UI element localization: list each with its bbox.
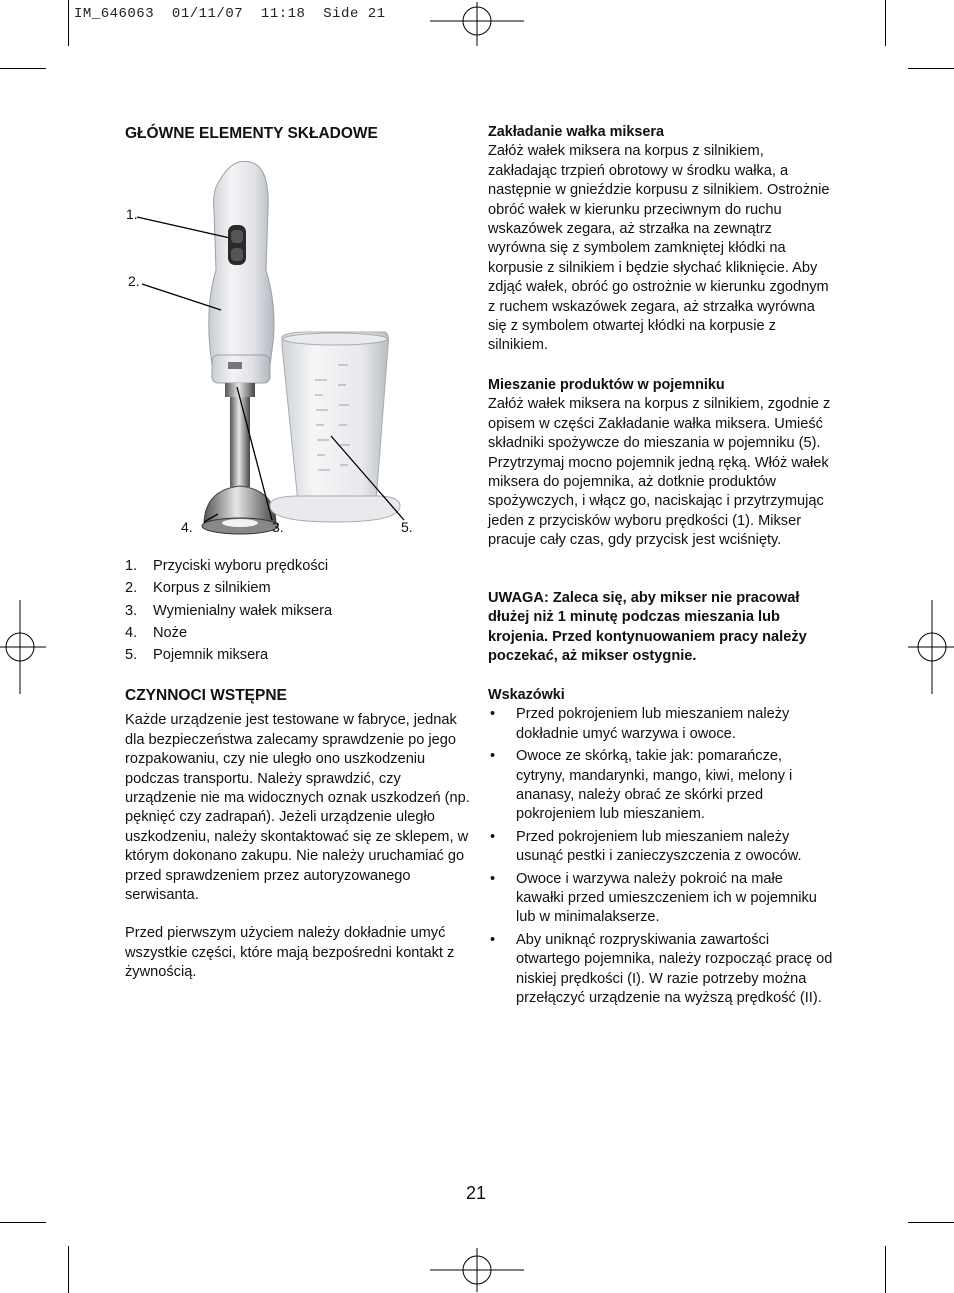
crop-mark xyxy=(68,0,69,46)
figure-label-3: 3. xyxy=(272,519,284,535)
section-mixing xyxy=(488,376,833,551)
list-item: • Aby uniknąć rozpryskiwania zawartości otwartego pojemnika, należy rozpocząć pracę od niskiej prędkości (I). W razie potrzeby można przełączyć urządzenie na wyższą prędkość (II). xyxy=(488,931,833,1009)
crop-mark xyxy=(908,68,954,69)
parts-list xyxy=(125,555,475,666)
print-slug: IM_646063 01/11/07 11:18 Side 21 xyxy=(74,6,386,22)
section-prelim xyxy=(125,686,470,983)
crop-mark xyxy=(885,0,886,46)
tips-list xyxy=(488,705,833,1008)
figure-label-5: 5. xyxy=(401,519,413,535)
list-item: 1. Przyciski wyboru prędkości xyxy=(125,558,329,574)
shaft-paragraph: Załóż wałek miksera na korpus z silnikiem, zakładając trzpień obrotowy w środku wałka, a następnie w gnieździe korpusu z silnikiem. Ostrożnie obróć wałek w kierunku przeciwnym do ruchu wskazówek zegara, aż strzałka na zewnątrz wyrówna się z symbolem zamkniętej kłódki na korpusie z silnikiem i będzie słychać kliknięcie. Aby zdjąć wałek, obróć go ostrożnie w kierunku zgodnym z ruchem wskazówek zegara, aż strzałka wyrówna się z symbolem otwartej kłódki na korpusie z silnikiem. xyxy=(488,143,830,354)
mixing-paragraph: Załóż wałek miksera na korpus z silnikiem, zgodnie z opisem w części Zakładanie wałka miksera. Umieść składniki spożywcze do mieszania w pojemniku (5). Przytrzymaj mocno pojemnik jedną ręką. Włóż wałek miksera do pojemnika, aż dotknie produktów spożywczych, i włącz go, naciskając i przytrzymując jeden z przycisków wyboru prędkości (1). Mikser pracuje cały czas, gdy przycisk jest wciśnięty. xyxy=(488,396,831,549)
crop-mark xyxy=(0,1222,46,1223)
warning-text: UWAGA: Zaleca się, aby mikser nie pracował dłużej niż 1 minutę podczas mieszania lub krojenia. Przed kontynuowaniem pracy należy poczekać, aż mikser ostygnie. xyxy=(488,590,807,665)
crop-mark xyxy=(908,1222,954,1223)
section-title-prelim: CZYNNOCI WSTĘPNE xyxy=(125,687,287,704)
crop-mark xyxy=(68,1246,69,1293)
figure-label-1: 1. xyxy=(126,206,138,222)
warning-block xyxy=(488,589,833,667)
list-item: 4. Noże xyxy=(125,624,188,641)
list-item: • Owoce i warzywa należy pokroić na małe kawałki przed umieszczeniem ich w pojemniku lub w minimalakserze. xyxy=(488,870,833,928)
list-item: 3. Wymienialny wałek miksera xyxy=(125,602,333,619)
prelim-paragraph-2: Przed pierwszym użyciem należy dokładnie umyć wszystkie części, które mają bezpośredni kontakt z żywnością. xyxy=(125,925,455,981)
prelim-paragraph-1: Każde urządzenie jest testowane w fabryce, jednak dla bezpieczeństwa zalecamy sprawdzenie po jego rozpakowaniu, czy nie uległo ono uszkodzeniu podczas transportu. Należy sprawdzić, czy urządzenie nie ma widocznych oznak uszkodzeń (np. pęknięć czy zadrapań). Jeżeli urządzenie uległo uszkodzeniu, należy skontaktować się ze sklepem, w którym dokonano zakupu. Nie należy uruchamiać go przed sprawdzeniem przez autoryzowanego serwisanta. xyxy=(125,712,470,904)
figure-label-2: 2. xyxy=(128,273,140,289)
crop-mark xyxy=(885,1246,886,1293)
crop-mark xyxy=(0,68,46,69)
list-item: 2. Korpus z silnikiem xyxy=(125,580,271,597)
section-title-shaft: Zakładanie wałka miksera xyxy=(488,124,664,140)
page-number: 21 xyxy=(466,1183,487,1203)
registration-mark-right xyxy=(908,600,954,694)
registration-mark-left xyxy=(0,600,46,694)
section-tips xyxy=(488,686,833,1012)
list-item: • Przed pokrojeniem lub mieszaniem należy usunąć pestki i zanieczyszczenia z owoców. xyxy=(488,828,833,867)
section-title-tips: Wskazówki xyxy=(488,687,565,703)
registration-mark-top xyxy=(430,2,524,46)
list-item: • Przed pokrojeniem lub mieszaniem należy dokładnie umyć warzywa i owoce. xyxy=(488,705,833,744)
shaft xyxy=(230,397,250,487)
parts-list-block xyxy=(125,555,475,666)
figure-label-4: 4. xyxy=(181,519,193,535)
section-title-mixing: Mieszanie produktów w pojemniku xyxy=(488,377,725,393)
section-shaft xyxy=(488,123,833,356)
list-item: • Owoce ze skórką, takie jak: pomarańcze, cytryny, mandarynki, mango, kiwi, melony i ananasy, należy obrać ze skórki przed pokrojeniem lub mieszaniem. xyxy=(488,747,833,825)
registration-mark-bottom xyxy=(430,1248,524,1292)
blender-figure xyxy=(120,150,420,545)
list-item: 5. Pojemnik miksera xyxy=(125,647,269,664)
section-main-components xyxy=(125,124,475,143)
section-title-main: GŁÓWNE ELEMENTY SKŁADOWE xyxy=(125,125,378,142)
